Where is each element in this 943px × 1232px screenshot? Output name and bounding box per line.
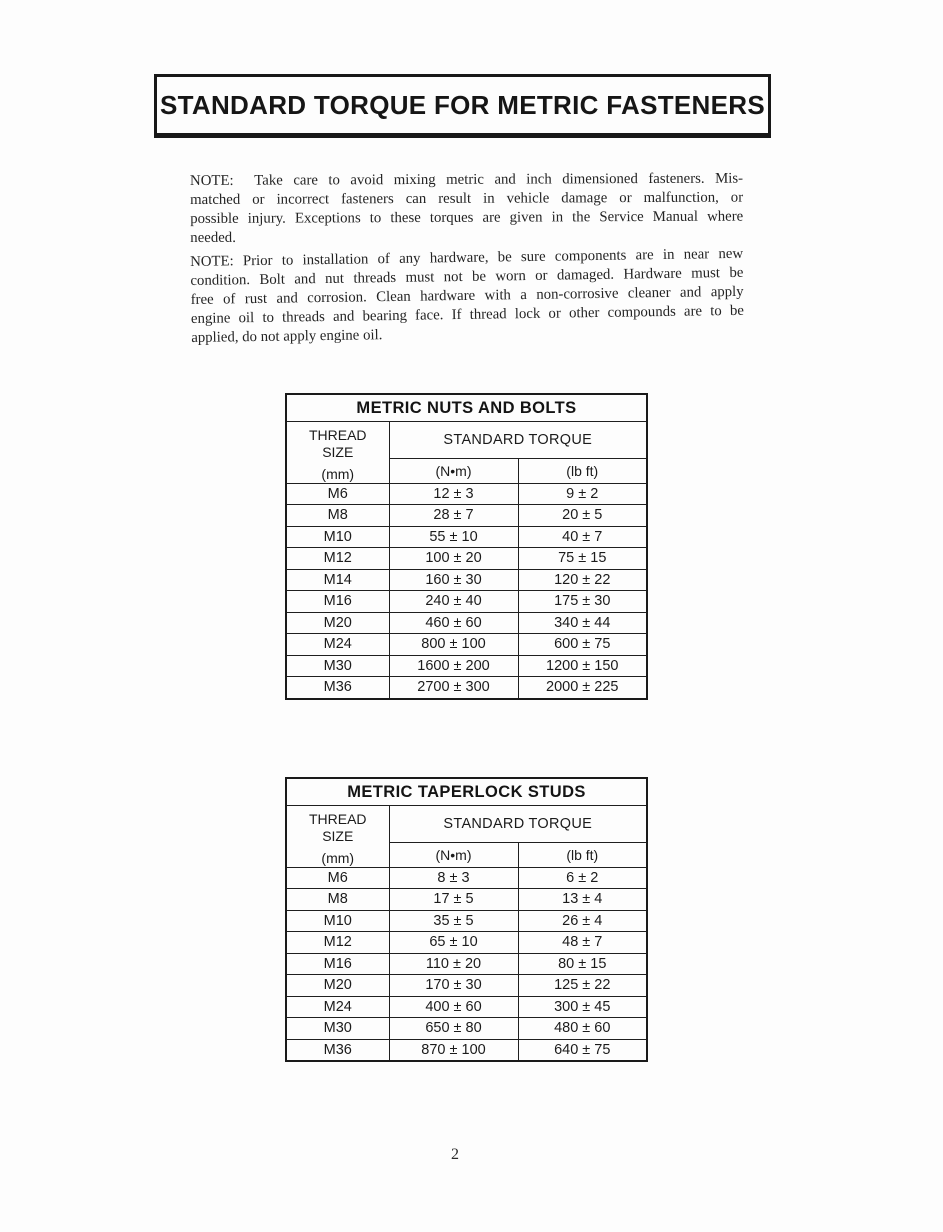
table-row [286,591,647,613]
standard-torque-header: STANDARD TORQUE [389,806,647,843]
torque-nm-cell: 12 ± 3 [389,483,518,505]
torque-nm-cell: 400 ± 60 [389,996,518,1018]
nm-unit-header: (N•m) [389,842,518,867]
thread-size-cell: M30 [286,655,389,677]
torque-lbft-cell: 80 ± 15 [518,953,647,975]
torque-nm-cell: 110 ± 20 [389,953,518,975]
thread-size-cell: M8 [286,505,389,527]
torque-lbft-cell: 13 ± 4 [518,889,647,911]
thread-size-header-unit: (mm) [321,850,355,866]
torque-nm-cell: 650 ± 80 [389,1018,518,1040]
torque-lbft-cell: 1200 ± 150 [518,655,647,677]
torque-lbft-cell: 2000 ± 225 [518,677,647,699]
torque-nm-cell: 800 ± 100 [389,634,518,656]
table-row [286,548,647,570]
torque-nm-cell: 8 ± 3 [389,867,518,889]
torque-lbft-cell: 20 ± 5 [518,505,647,527]
torque-lbft-cell: 9 ± 2 [518,483,647,505]
torque-lbft-cell: 600 ± 75 [518,634,647,656]
thread-size-cell: M24 [286,996,389,1018]
torque-lbft-cell: 48 ± 7 [518,932,647,954]
torque-nm-cell: 35 ± 5 [389,910,518,932]
torque-nm-cell: 28 ± 7 [389,505,518,527]
thread-size-cell: M14 [286,569,389,591]
torque-nm-cell: 240 ± 40 [389,591,518,613]
table-row [286,1039,647,1061]
table-title: METRIC TAPERLOCK STUDS [286,778,647,806]
note-paragraph-1 [190,170,743,248]
torque-lbft-cell: 120 ± 22 [518,569,647,591]
note-line: needed. [190,229,236,246]
thread-size-header-line: SIZE [322,443,354,460]
page-number: 2 [451,1146,459,1163]
thread-size-header-line: THREAD [308,427,367,443]
torque-lbft-cell: 26 ± 4 [518,910,647,932]
torque-nm-cell: 870 ± 100 [389,1039,518,1061]
note-line: matched or incorrect fasteners can result in vehicle damage or malfunction, or [190,189,744,208]
table-row [286,867,647,889]
torque-lbft-cell: 175 ± 30 [518,591,647,613]
table-row [286,996,647,1018]
thread-size-cell: M10 [286,910,389,932]
table-row [286,932,647,954]
title-banner [154,74,771,138]
standard-torque-header: STANDARD TORQUE [389,422,647,459]
torque-nm-cell: 100 ± 20 [389,548,518,570]
thread-size-cell: M30 [286,1018,389,1040]
thread-size-cell: M8 [286,889,389,911]
nm-unit-header: (N•m) [389,458,518,483]
table-row [286,569,647,591]
torque-lbft-cell: 6 ± 2 [518,867,647,889]
torque-lbft-cell: 125 ± 22 [518,975,647,997]
table-row [286,612,647,634]
table-row [286,505,647,527]
note-line: NOTE: Take care to avoid mixing metric and inch dimensioned fasteners. Mis- [190,170,744,189]
note-line: engine oil to threads and bearing face. If thread lock or other compounds are to be [190,302,745,327]
table-row [286,483,647,505]
thread-size-cell: M6 [286,867,389,889]
torque-lbft-cell: 340 ± 44 [518,612,647,634]
lbft-unit-header: (lb ft) [518,458,647,483]
thread-size-cell: M12 [286,932,389,954]
note-line: possible injury. Exceptions to these torques are given in the Service Manual where [190,208,744,227]
thread-size-cell: M20 [286,975,389,997]
page-title: STANDARD TORQUE FOR METRIC FASTENERS [160,89,765,120]
note-line: condition. Bolt and nut threads must not be worn or damaged. Hardware must be [190,264,744,289]
note-paragraph-2 [190,245,744,348]
table-row [286,953,647,975]
table-row [286,910,647,932]
table-title: METRIC NUTS AND BOLTS [286,394,647,422]
thread-size-header-unit: (mm) [321,466,355,482]
torque-nm-cell: 460 ± 60 [389,612,518,634]
torque-lbft-cell: 75 ± 15 [518,548,647,570]
thread-size-cell: M24 [286,634,389,656]
table-row [286,655,647,677]
metric-nuts-and-bolts-table [285,393,648,700]
table-row [286,526,647,548]
torque-nm-cell: 2700 ± 300 [389,677,518,699]
torque-lbft-cell: 300 ± 45 [518,996,647,1018]
torque-nm-cell: 55 ± 10 [389,526,518,548]
thread-size-cell: M20 [286,612,389,634]
table-row [286,634,647,656]
torque-nm-cell: 1600 ± 200 [389,655,518,677]
thread-size-header [286,422,389,484]
table-row [286,1018,647,1040]
thread-size-cell: M36 [286,677,389,699]
note-line: NOTE: Prior to installation of any hardware, be sure components are in near new [190,245,744,270]
table-row [286,889,647,911]
lbft-unit-header: (lb ft) [518,842,647,867]
thread-size-cell: M10 [286,526,389,548]
thread-size-cell: M16 [286,953,389,975]
thread-size-cell: M36 [286,1039,389,1061]
thread-size-cell: M6 [286,483,389,505]
thread-size-cell: M16 [286,591,389,613]
torque-lbft-cell: 480 ± 60 [518,1018,647,1040]
table-row [286,975,647,997]
metric-taperlock-studs-table [285,777,648,1062]
note-line: applied, do not apply engine oil. [191,327,383,346]
torque-nm-cell: 17 ± 5 [389,889,518,911]
torque-nm-cell: 160 ± 30 [389,569,518,591]
table-row [286,677,647,699]
thread-size-header-line: THREAD [308,811,367,827]
torque-lbft-cell: 40 ± 7 [518,526,647,548]
torque-nm-cell: 170 ± 30 [389,975,518,997]
note-line: free of rust and corrosion. Clean hardware with a non-corrosive cleaner and apply [190,283,744,308]
torque-lbft-cell: 640 ± 75 [518,1039,647,1061]
thread-size-header [286,806,389,868]
thread-size-header-line: SIZE [322,827,354,844]
torque-nm-cell: 65 ± 10 [389,932,518,954]
thread-size-cell: M12 [286,548,389,570]
